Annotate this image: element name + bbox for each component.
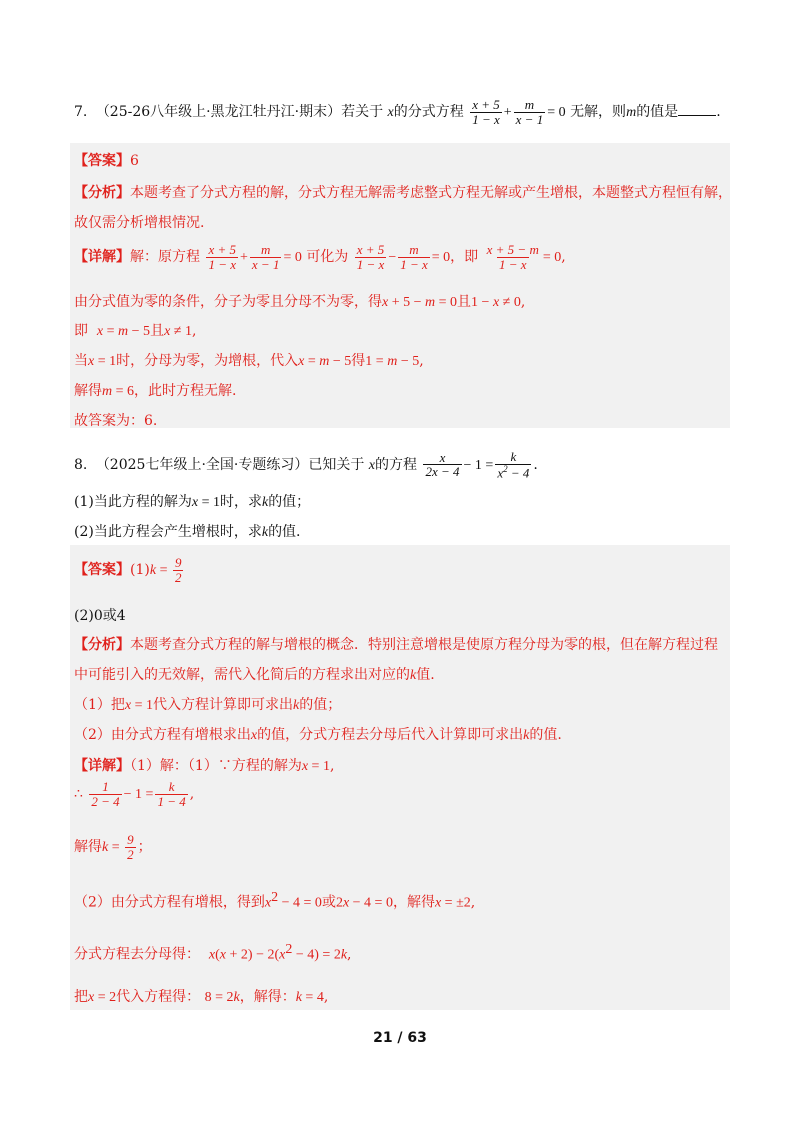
q8-source: （2025七年级上·全国·专题练习） <box>95 456 309 473</box>
q8-number: 8. <box>74 456 88 473</box>
q8-solution-box <box>70 545 730 1010</box>
page-number: 21 / 63 <box>373 1030 427 1046</box>
q7-answer: 【答案】6 <box>74 153 139 169</box>
q8-analysis: 【分析】本题考查分式方程的解与增根的概念．特别注意增根是使原方程分母为零的根，但在解方程过程 <box>74 637 718 653</box>
q7-number: 7. <box>74 104 88 121</box>
equation-fraction: $\frac{x + 5}{1 - x}$ <box>472 97 500 127</box>
q8-answer: 【答案】(1)k = $\frac{9}{2}$ <box>74 555 182 585</box>
answer-blank <box>678 103 716 116</box>
q7-source: （25-26八年级上·黑龙江牡丹江·期末） <box>95 104 342 121</box>
q8-detail: 【详解】（1）解：（1）∵方程的解为x = 1, <box>74 758 335 774</box>
q7-stem: 7. （25-26八年级上·黑龙江牡丹江·期末）若关于 x的分式方程 $\frac{x + 5}{1 - x}$ + $\frac{m}{x - 1}$ = 0 无解，则m的值是 . <box>74 97 721 127</box>
q7-analysis: 【分析】本题考查了分式方程的解，分式方程无解需考虑整式方程无解或产生增根，本题整式方程恒有解， <box>74 185 732 201</box>
q7-detail: 【详解】解：原方程 $\frac{x + 5}{1 - x}$ + $\frac{m}{x - 1}$ = 0 可化为 $\frac{x + 5}{1 - x}$ − $\frac{m}{1 - x}$ = 0，即 $\frac{x + 5 - m}{1 - x}$ = 0, <box>74 242 566 272</box>
q8-stem: 8. （2025七年级上·全国·专题练习）已知关于 x的方程 $\frac{x}{2x - 4}$ − 1 = $\frac{k}{x^2 - 4}$ . <box>74 449 538 480</box>
